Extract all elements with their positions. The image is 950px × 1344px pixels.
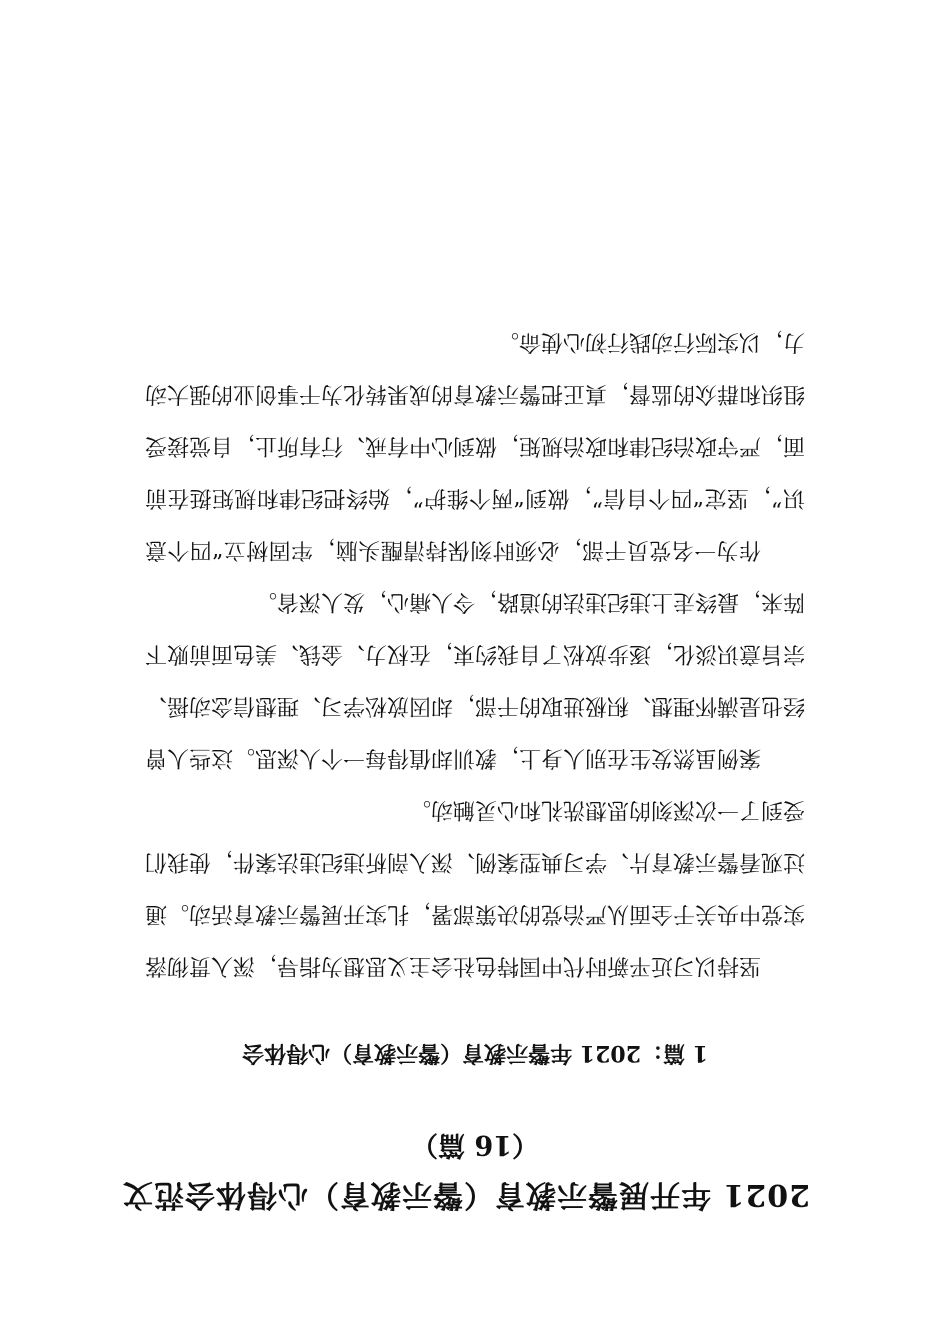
document-body <box>145 315 805 991</box>
body-paragraph: 案例虽然发生在别人身上，教训却值得每一个人深思。这些人曾经也是满怀理想、积极进取的干部，却因放松学习、理想信念动摇、宗旨意识淡化，逐步放松了自我约束，在权力、金钱、美色面前败下阵来，最终走上违纪违法的道路，令人痛心，发人深省。 <box>144 589 805 770</box>
body-paragraph: 作为一名党员干部，必须时刻保持清醒头脑，牢固树立“四个意识”，坚定“四个自信”，做到“两个维护”，始终把纪律和规矩挺在前面，严守政治纪律和政治规矩，做到心中有戒、行有所止，自觉接受组织和群众的监督，真正把警示教育的成果转化为干事创业的强大动力，以实际行动践行初心使命。 <box>144 329 805 562</box>
section-heading: 1 篇：2021 年警示教育（警示教育）心得体会 <box>242 1040 708 1066</box>
document-subtitle: （16 篇） <box>411 1129 539 1160</box>
document-title: 2021 年开展警示教育（警示教育）心得体会范文 <box>122 1177 810 1212</box>
body-paragraph: 坚持以习近平新时代中国特色社会主义思想为指导，深入贯彻落实党中央关于全面从严治党的决策部署，扎实开展警示教育活动。通过观看警示教育片、学习典型案例、深入剖析违纪违法案件，使我们受到了一次深刻的思想洗礼和心灵触动。 <box>144 797 805 978</box>
